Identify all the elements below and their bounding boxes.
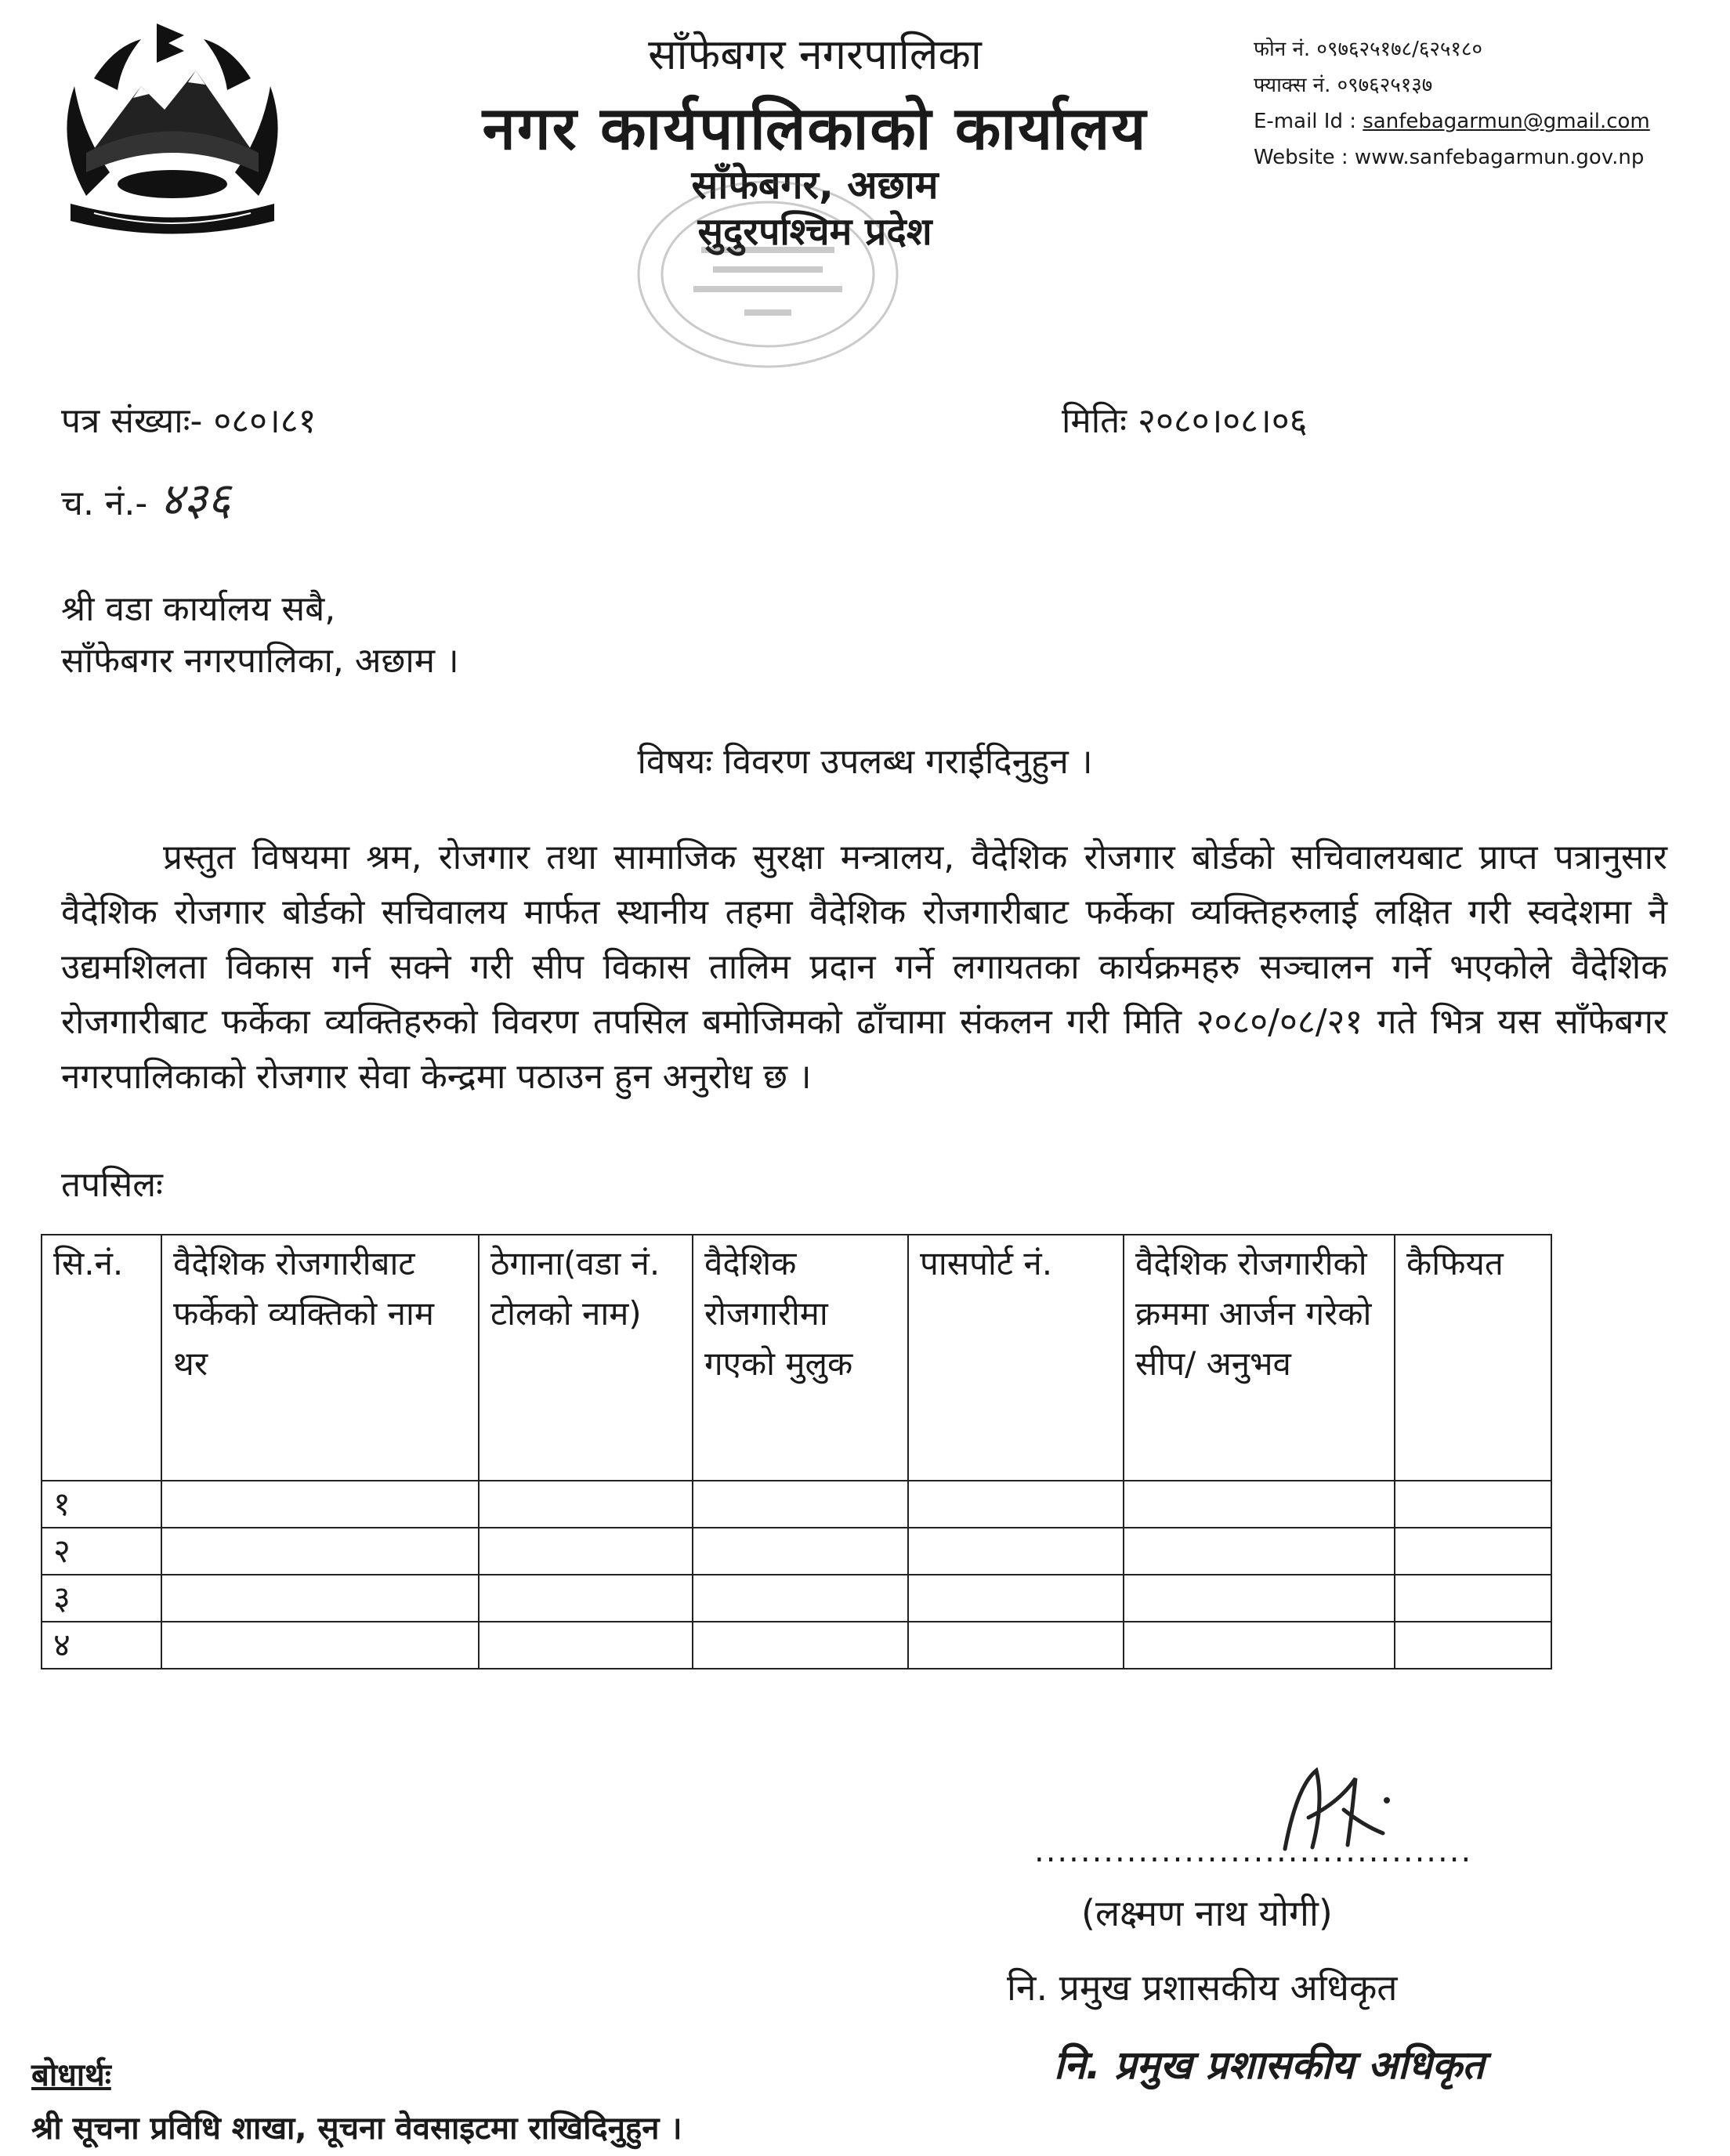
signature-line: ......................................: [1034, 1833, 1473, 1869]
copy-to-block: [31, 2049, 682, 2155]
letter-number: पत्र संख्याः- ०८०।८१: [61, 401, 317, 441]
addressee-block: [61, 584, 459, 687]
table-cell[interactable]: [161, 1481, 479, 1528]
table-cell[interactable]: [1395, 1575, 1551, 1622]
office-location: साँफेबगर, अछाम: [691, 162, 939, 208]
table-cell[interactable]: [479, 1622, 693, 1669]
fax-number: फ्याक्स नं. ०९७६२५१३७: [1254, 74, 1433, 97]
row-serial: १: [42, 1481, 161, 1528]
table-row: [42, 1481, 1551, 1528]
col-header-address: ठेगाना(वडा नं. टोलको नाम): [479, 1235, 693, 1481]
table-header-row: [42, 1235, 1551, 1481]
table-cell[interactable]: [161, 1528, 479, 1575]
body-paragraph: प्रस्तुत विषयमा श्रम, रोजगार तथा सामाजिक सुरक्षा मन्त्रालय, वैदेशिक रोजगार बोर्डको सचिवालयबाट प्राप्त पत्रानुसार वैदेशिक रोजगार बोर्डको सचिवालय मार्फत स्थानीय तहमा वैदेशिक रोजगारीबाट फर्केका व्यक्तिहरुलाई लक्षित गरी स्वदेशमा नै उद्यमशिलता विकास गर्न सक्ने गरी सीप विकास तालिम प्रदान गर्ने लगायतका कार्यक्रमहरु सञ्चालन गर्ने भएकोले वैदेशिक रोजगारीबाट फर्केका व्यक्तिहरुको विवरण तपसिल बमोजिमको ढाँचामा संकलन गरी मिति २०८०/०८/२१ गते भित्र यस साँफेबगर नगरपालिकाको रोजगार सेवा केन्द्रमा पठाउन हुन अनुरोध छ ।: [61, 837, 1667, 1097]
designation-stamp: नि. प्रमुख प्रशासकीय अधिकृत: [1054, 2042, 1485, 2088]
table-cell[interactable]: [693, 1575, 908, 1622]
addressee-line-2: साँफेबगर नगरपालिका, अछाम ।: [61, 641, 459, 681]
office-name: नगर कार्यपालिकाको कार्यालय: [482, 93, 1148, 163]
col-header-skill: वैदेशिक रोजगारीको क्रममा आर्जन गरेको सीप/ अनुभव: [1124, 1235, 1395, 1481]
table-cell[interactable]: [693, 1622, 908, 1669]
table-row: [42, 1622, 1551, 1669]
province-name: सुदुरपश्चिम प्रदेश: [697, 210, 932, 254]
letter-date: मितिः २०८०।०८।०६: [1062, 401, 1308, 441]
contact-info: [1254, 31, 1650, 175]
website-link[interactable]: Website : www.sanfebagarmun.gov.np: [1254, 146, 1645, 169]
email-label: E-mail Id :: [1254, 110, 1363, 133]
email-link[interactable]: sanfebagarmun@gmail.com: [1363, 110, 1650, 133]
addressee-line-1: श्री वडा कार्यालय सबै,: [61, 589, 336, 629]
government-emblem-icon: [39, 16, 306, 243]
table-cell[interactable]: [1395, 1622, 1551, 1669]
table-cell[interactable]: [693, 1481, 908, 1528]
table-cell[interactable]: [1124, 1622, 1395, 1669]
row-serial: ४: [42, 1622, 161, 1669]
table-cell[interactable]: [908, 1575, 1124, 1622]
table-cell[interactable]: [908, 1481, 1124, 1528]
table-cell[interactable]: [161, 1622, 479, 1669]
table-row: [42, 1575, 1551, 1622]
copy-to-line: श्री सूचना प्रविधि शाखा, सूचना वेवसाइटमा राखिदिनुहुन ।: [31, 2111, 682, 2147]
details-label: तपसिलः: [61, 1165, 163, 1205]
table-cell[interactable]: [1124, 1575, 1395, 1622]
table-cell[interactable]: [908, 1622, 1124, 1669]
table-cell[interactable]: [161, 1575, 479, 1622]
table-cell[interactable]: [693, 1528, 908, 1575]
subject-line: विषयः विवरण उपलब्ध गराईदिनुहुन ।: [637, 742, 1093, 782]
signatory-title: नि. प्रमुख प्रशासकीय अधिकृत: [1007, 1966, 1398, 2009]
table-cell[interactable]: [479, 1575, 693, 1622]
row-serial: २: [42, 1528, 161, 1575]
table-row: [42, 1528, 1551, 1575]
col-header-country: वैदेशिक रोजगारीमा गएको मुलुक: [693, 1235, 908, 1481]
dispatch-number-handwritten: ४३६: [160, 472, 231, 526]
col-header-remarks: कैफियत: [1395, 1235, 1551, 1481]
row-serial: ३: [42, 1575, 161, 1622]
dispatch-number: [61, 466, 231, 528]
col-header-serial: सि.नं.: [42, 1235, 161, 1481]
copy-to-label: बोधार्थः: [31, 2057, 111, 2093]
municipality-name: साँफेबगर नगरपालिका: [648, 30, 982, 79]
phone-number: फोन नं. ०९७६२५१७८/६२५१८०: [1254, 38, 1482, 61]
table-cell[interactable]: [479, 1528, 693, 1575]
table-cell[interactable]: [1124, 1528, 1395, 1575]
table-cell[interactable]: [479, 1481, 693, 1528]
col-header-name: वैदेशिक रोजगारीबाट फर्केको व्यक्तिको नाम थर: [161, 1235, 479, 1481]
office-stamp-icon: [627, 172, 909, 376]
table-cell[interactable]: [1124, 1481, 1395, 1528]
col-header-passport: पासपोर्ट नं.: [908, 1235, 1124, 1481]
table-cell[interactable]: [908, 1528, 1124, 1575]
table-cell[interactable]: [1395, 1481, 1551, 1528]
signatory-name: (लक्ष्मण नाथ योगी): [1081, 1892, 1333, 1934]
email-row: [1254, 103, 1650, 139]
details-table: [41, 1234, 1552, 1669]
table-cell[interactable]: [1395, 1528, 1551, 1575]
dispatch-label: च. नं.-: [61, 483, 148, 523]
